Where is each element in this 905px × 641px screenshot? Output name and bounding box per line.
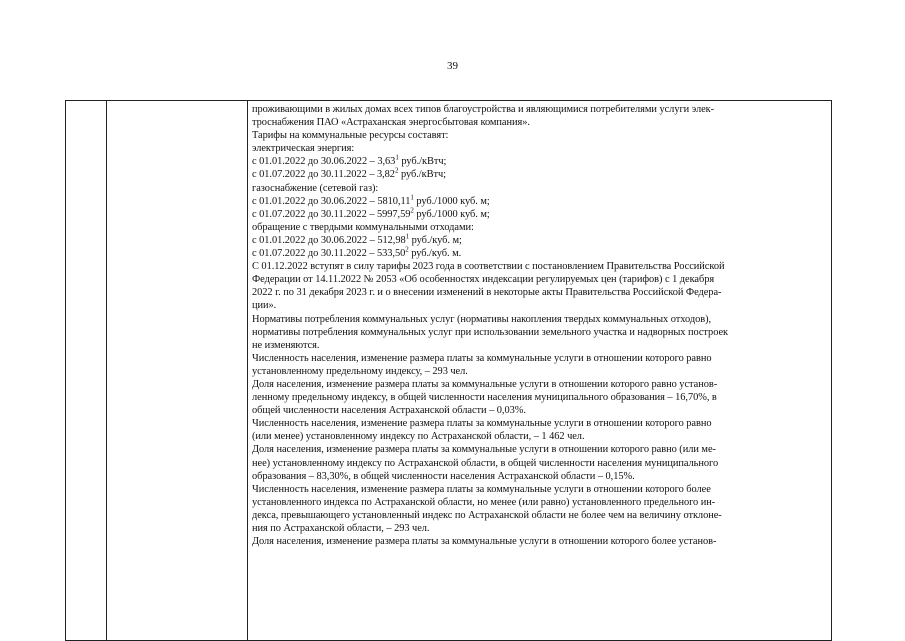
footnote-ref: 1 — [395, 153, 399, 162]
text-line: (или менее) установленному индексу по Астраханской области, – 1 462 чел. — [252, 431, 585, 443]
text-line: Тарифы на коммунальные ресурсы составят: — [252, 130, 449, 142]
tariff-unit: руб./куб. м; — [409, 234, 462, 246]
document-table — [65, 100, 832, 641]
text-line: Численность населения, изменение размера платы за коммунальные услуги в отношении которого равно — [252, 352, 712, 364]
text-line: Федерации от 14.11.2022 № 2053 «Об особенностях индексации регулируемых цен (тарифов) с 1 декабря — [252, 274, 715, 286]
footnote-ref: 2 — [405, 245, 409, 254]
tariff-line — [252, 168, 827, 181]
table-cell-name — [107, 101, 248, 641]
text-line: ции». — [252, 300, 277, 312]
table-cell-number — [66, 101, 107, 641]
text-line: троснабжения ПАО «Астраханская энергосбытовая компания». — [252, 117, 530, 129]
tariff-unit: руб./1000 куб. м; — [413, 195, 490, 207]
footnote-ref: 2 — [394, 167, 399, 175]
text-line: не изменяются. — [252, 339, 320, 351]
tariff-line — [252, 155, 827, 168]
table-row — [66, 101, 832, 641]
text-line: нормативы потребления коммунальных услуг при использовании земельного участка и надворных построек — [252, 326, 729, 338]
text-line: установленного индекса по Астраханской области, но менее (или равно) установленного предельного ин- — [252, 496, 716, 508]
text-line: Доля населения, изменение размера платы за коммунальные услуги в отношении которого равно (или ме- — [252, 444, 716, 456]
text-line: Доля населения, изменение размера платы за коммунальные услуги в отношении которого более установ- — [252, 536, 717, 548]
text-line: установленному предельному индексу, – 293 чел. — [252, 365, 468, 377]
text-line: Нормативы потребления коммунальных услуг (нормативы накопления твердых коммунальных отходов), — [252, 313, 712, 325]
text-line: С 01.12.2022 вступят в силу тарифы 2023 года в соответствии с постановлением Правительства Российской — [252, 261, 725, 273]
tariff-line — [252, 247, 827, 260]
tariff-text: с 01.07.2022 до 30.11.2022 – 5997,59 — [252, 208, 411, 220]
text-line: обращение с твердыми коммунальными отходами: — [252, 221, 474, 233]
table-cell-content — [248, 101, 832, 641]
tariff-text: с 01.01.2022 до 30.06.2022 – 5810,11 — [252, 195, 411, 207]
tariff-text: с 01.01.2022 до 30.06.2022 – 3,63 — [252, 156, 396, 168]
text-line: ния по Астраханской области, – 293 чел. — [252, 523, 430, 534]
footnote-ref: 1 — [410, 193, 414, 202]
text-line: образования – 83,30%, в общей численности населения Астраханской области – 0,15%. — [252, 470, 635, 482]
text-line: общей численности населения Астраханской области – 0,03%. — [252, 405, 526, 417]
page-number: 39 — [447, 60, 458, 72]
tariff-unit: руб./кВтч; — [398, 156, 447, 168]
tariff-line — [252, 234, 827, 247]
tariff-text: с 01.07.2022 до 30.11.2022 – 533,50 — [252, 248, 406, 260]
tariff-text: с 01.01.2022 до 30.06.2022 – 512,98 — [252, 234, 406, 246]
text-line: электрическая энергия: — [252, 143, 355, 155]
text-line: ленному предельному индексу, в общей численности населения муниципального образования – 16,70%, в — [252, 392, 717, 404]
text-line: газоснабжение (сетевой газ): — [252, 182, 379, 194]
text-line: нее) установленному индексу по Астраханской области, в общей численности населения муниципального — [252, 457, 719, 469]
text-line: декса, превышающего установленный индекс по Астраханской области не более чем на величину отклоне- — [252, 509, 722, 521]
text-line: Доля населения, изменение размера платы за коммунальные услуги в отношении которого равно установ- — [252, 378, 718, 390]
text-line: Численность населения, изменение размера платы за коммунальные услуги в отношении которого более — [252, 483, 711, 495]
tariff-line — [252, 208, 827, 221]
tariff-line — [252, 195, 827, 208]
tariff-unit: руб./кВтч; — [398, 169, 446, 181]
text-line: 2022 г. по 31 декабря 2023 г. и о внесении изменений в некоторые акты Правительства Российской Федера- — [252, 287, 722, 299]
tariff-text: с 01.07.2022 до 30.11.2022 – 3,82 — [252, 169, 395, 181]
text-line: Численность населения, изменение размера платы за коммунальные услуги в отношении которого равно — [252, 418, 712, 430]
text-line: проживающими в жилых домах всех типов благоустройства и являющимися потребителями услуги элек- — [252, 104, 715, 115]
tariff-unit: руб./куб. м. — [408, 248, 462, 260]
content-text — [248, 101, 831, 548]
footnote-ref: 2 — [410, 206, 414, 215]
tariff-unit: руб./1000 куб. м; — [413, 208, 490, 220]
footnote-ref: 1 — [405, 232, 410, 241]
